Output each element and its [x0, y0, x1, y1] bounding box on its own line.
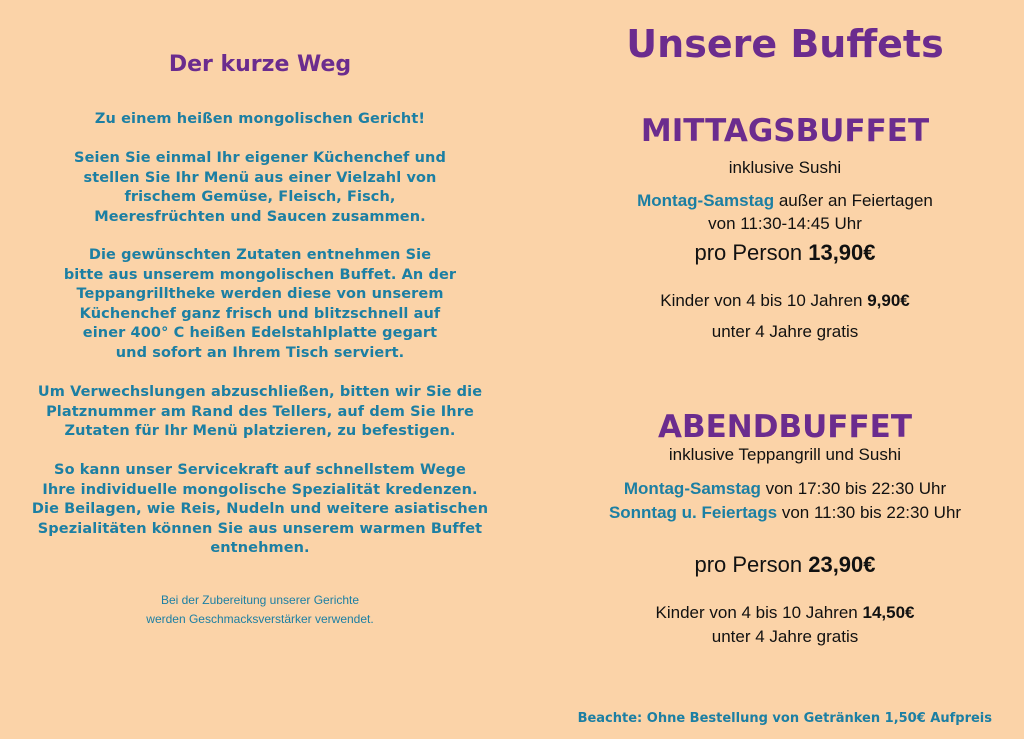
lunch-days	[560, 191, 1010, 211]
text-line: einer 400° C heißen Edelstahlplatte gegart	[82, 325, 438, 341]
text-line: entnehmen.	[210, 540, 310, 556]
text-line: Meeresfrüchten und Saucen zusammen.	[94, 208, 426, 225]
intro-paragraph	[30, 110, 490, 130]
text-line: werden Geschmacksverstärker verwendet.	[146, 612, 374, 626]
text-line: Spezialitäten können Sie aus unserem warmen Buffet	[37, 520, 483, 537]
text-line: Seien Sie einmal Ihr eigener Küchenchef und	[74, 150, 446, 166]
lunch-kids-label: Kinder von 4 bis 10 Jahren	[660, 291, 863, 310]
lunch-free: unter 4 Jahre gratis	[711, 322, 859, 341]
text-line: Zutaten für Ihr Menü platzieren, zu befestigen.	[64, 423, 456, 439]
text-line: Die gewünschten Zutaten entnehmen Sie	[88, 247, 432, 263]
lunch-price-label: pro Person	[694, 240, 803, 265]
drinks-footnote: Beachte: Ohne Bestellung von Getränken 1,50€ Aufpreis	[577, 711, 992, 726]
lunch-time: von 11:30-14:45 Uhr	[708, 214, 862, 233]
lunch-includes: inklusive Sushi	[728, 158, 842, 177]
service-paragraph	[30, 461, 490, 559]
dinner-includes: inklusive Teppangrill und Sushi	[668, 445, 902, 464]
text-line: stellen Sie Ihr Menü aus einer Vielzahl von	[83, 169, 437, 186]
plate-number-paragraph	[30, 383, 490, 442]
dinner-price-label: pro Person	[694, 552, 803, 577]
text-line: frischem Gemüse, Fleisch, Fisch,	[124, 189, 396, 205]
text-line: Um Verwechslungen abzuschließen, bitten wir Sie die	[37, 384, 483, 400]
text-line: Die Beilagen, wie Reis, Nudeln und weitere asiatischen	[31, 501, 489, 517]
flavor-enhancer-note	[30, 591, 490, 629]
dinner-kids-label: Kinder von 4 bis 10 Jahren	[655, 603, 858, 622]
text-line: bitte aus unserem mongolischen Buffet. An der	[63, 266, 457, 283]
lunch-days-label: Montag-Samstag	[637, 191, 775, 210]
dinner-buffet-title: ABENDBUFFET	[658, 409, 912, 445]
dinner-days2-rest: von 11:30 bis 22:30 Uhr	[781, 503, 962, 522]
text-line: Ihre individuelle mongolische Spezialität kredenzen.	[42, 481, 478, 498]
dinner-kids-price	[560, 603, 1010, 623]
dinner-price	[560, 552, 1010, 578]
dinner-days-weekday	[560, 479, 1010, 499]
lunch-price-value: 13,90€	[808, 240, 876, 265]
dinner-days1-rest: von 17:30 bis 22:30 Uhr	[765, 479, 947, 498]
dinner-free: unter 4 Jahre gratis	[711, 627, 859, 646]
text-line: Küchenchef ganz frisch und blitzschnell auf	[79, 305, 441, 322]
text-line: und sofort an Ihrem Tisch serviert.	[115, 344, 405, 361]
lunch-days-rest: außer an Feiertagen	[778, 191, 933, 210]
left-heading: Der kurze Weg	[168, 52, 352, 77]
ingredients-paragraph	[30, 246, 490, 363]
text-line: Bei der Zubereitung unserer Gerichte	[160, 593, 360, 607]
lunch-kids-price	[560, 291, 1010, 311]
dinner-days-sunday	[560, 503, 1010, 523]
dinner-days1-label: Montag-Samstag	[623, 479, 761, 498]
text-line: So kann unser Servicekraft auf schnellstem Wege	[54, 462, 466, 478]
text-line: Zu einem heißen mongolischen Gericht!	[94, 111, 426, 127]
lunch-kids-value: 9,90€	[867, 291, 910, 310]
dinner-days2-label: Sonntag u. Feiertags	[608, 503, 778, 522]
dinner-kids-value: 14,50€	[862, 603, 915, 622]
lunch-price	[560, 240, 1010, 266]
page-title: Unsere Buffets	[626, 22, 944, 66]
text-line: Platznummer am Rand des Tellers, auf dem Sie Ihre	[46, 403, 474, 420]
lunch-buffet-title: MITTAGSBUFFET	[640, 113, 930, 149]
text-line: Teppangrilltheke werden diese von unserem	[76, 286, 444, 302]
chef-paragraph	[30, 149, 490, 227]
dinner-price-value: 23,90€	[808, 552, 876, 577]
